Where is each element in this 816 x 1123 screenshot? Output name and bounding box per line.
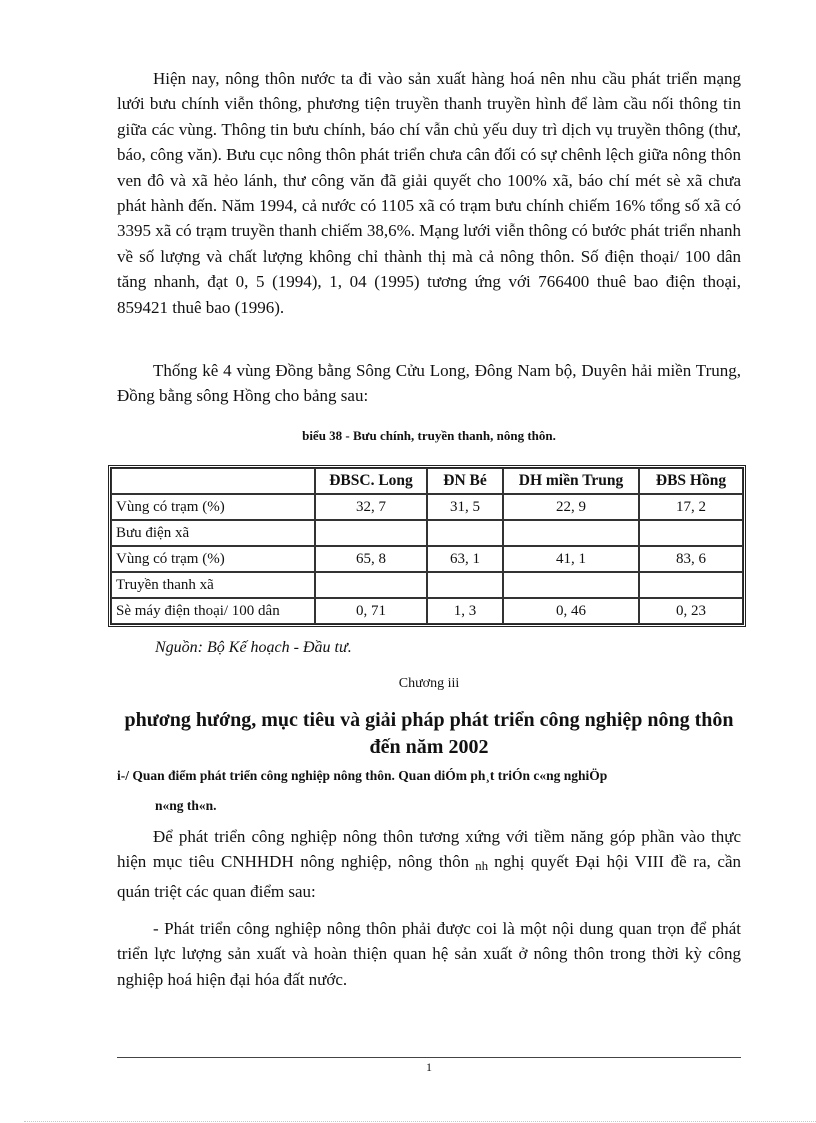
table-header-cell xyxy=(111,468,315,494)
data-table xyxy=(108,465,746,627)
table-cell xyxy=(503,520,639,546)
paragraph-viewpoint-one: - Phát triển công nghiệp nông thôn phải được coi là một nội dung quan trọn để phát triển lực lượng sản xuất và hoàn thiện quan hệ sản xuất ở nông thôn trong thời kỳ công nghiệp hoá hiện đại hóa đất nước. xyxy=(117,919,741,989)
table-row-label: Vùng có trạm (%) xyxy=(111,546,315,572)
chapter-title: phương hướng, mục tiêu và giải pháp phát triển công nghiệp nông thôn đến năm 2002 xyxy=(124,709,734,758)
table-row xyxy=(111,494,743,520)
table-cell: 63, 1 xyxy=(427,546,503,572)
paragraph-text: Để phát triển công nghiệp nông thôn tương xứng với tiềm năng góp phần vào thực hiện mục tiêu CNHHDH nông nghiệp, nông thôn xyxy=(117,827,741,872)
table-cell xyxy=(639,520,743,546)
section-heading-continuation: n«ng th«n. xyxy=(155,798,217,813)
table-row xyxy=(111,546,743,572)
table-row-label: Bưu điện xã xyxy=(111,520,315,546)
table-row-label: Sè máy điện thoại/ 100 dân xyxy=(111,598,315,624)
table-cell xyxy=(639,572,743,598)
table-cell: 65, 8 xyxy=(315,546,427,572)
paragraph-four-regions: Thống kê 4 vùng Đồng bằng Sông Cửu Long, Đông Nam bộ, Duyên hải miền Trung, Đồng bằng sông Hồng cho bảng sau: xyxy=(117,361,741,406)
table-cell xyxy=(427,572,503,598)
table-cell: 0, 23 xyxy=(639,598,743,624)
table-cell xyxy=(315,520,427,546)
table-row xyxy=(111,520,743,546)
table-cell xyxy=(315,572,427,598)
page-edge-dotted-line xyxy=(24,1121,816,1122)
table-header-cell: ĐN Bé xyxy=(427,468,503,494)
section-heading: i-/ Quan điểm phát triển công nghiệp nông thôn. Quan diÓm ph¸t triÓn c«ng nghiÖp xyxy=(117,768,608,783)
table-caption: biểu 38 - Bưu chính, truyền thanh, nông thôn. xyxy=(302,428,556,443)
table-cell: 17, 2 xyxy=(639,494,743,520)
page-number: 1 xyxy=(426,1060,432,1074)
footer-divider xyxy=(117,1057,741,1058)
table-header-row xyxy=(111,468,743,494)
chapter-label: Chương iii xyxy=(398,676,460,691)
table-cell: 32, 7 xyxy=(315,494,427,520)
paragraph-rural-telecom: Hiện nay, nông thôn nước ta đi vào sản xuất hàng hoá nên nhu cầu phát triển mạng lưới bưu chính viễn thông, phương tiện truyền thanh truyền hình để làm cầu nối thông tin giữa các vùng. Thông tin bưu chính, báo chí vẫn chủ yếu duy trì dịch vụ truyền thông (thư, báo, công văn). Bưu cục nông thôn phát triển chưa cân đối có sự chênh lệch giữa nông thôn ven đô và xã hẻo lánh, thư công văn đã giải quyết cho 100% xã, báo chí mét sè xã chưa phát hành đến. Năm 1994, cả nước có 1105 xã có trạm bưu chính chiếm 16% tổng số xã có 3395 xã có trạm truyền thanh chiếm 38,6%. Mạng lưới viễn thông có bước phát triển nhanh về số lượng và chất lượng không chỉ thành thị mà cả nông thôn. Số điện thoại/ 100 dân tăng nhanh, đạt 0, 5 (1994), 1, 04 (1995) tương ứng với 766400 thuê bao điện thoại, 859421 thuê bao (1996). xyxy=(117,69,741,317)
table-row-label: Vùng có trạm (%) xyxy=(111,494,315,520)
table-cell: 0, 71 xyxy=(315,598,427,624)
table-cell: 83, 6 xyxy=(639,546,743,572)
misplaced-text-fragment: nh xyxy=(475,858,489,874)
table-cell: 22, 9 xyxy=(503,494,639,520)
table-row xyxy=(111,572,743,598)
table-cell: 0, 46 xyxy=(503,598,639,624)
table-cell: 31, 5 xyxy=(427,494,503,520)
table-cell: 1, 3 xyxy=(427,598,503,624)
table-row xyxy=(111,598,743,624)
table-header-cell: ĐBSC. Long xyxy=(315,468,427,494)
paragraph-text: nghị quyết Đại hội VIII đề ra, cần quán triệt các quan điểm sau: xyxy=(117,852,741,901)
table-source-note: Nguồn: Bộ Kế hoạch - Đầu tư. xyxy=(155,639,352,656)
table-header-cell: DH miền Trung xyxy=(503,468,639,494)
paragraph-development-goals xyxy=(117,824,741,904)
table-cell xyxy=(503,572,639,598)
table-row-label: Truyền thanh xã xyxy=(111,572,315,598)
table-cell: 41, 1 xyxy=(503,546,639,572)
table-cell xyxy=(427,520,503,546)
table-header-cell: ĐBS Hồng xyxy=(639,468,743,494)
